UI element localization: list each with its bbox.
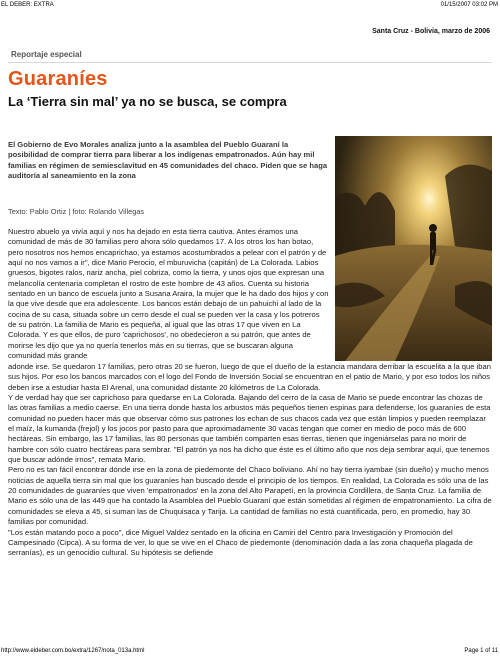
dateline: Santa Cruz - Bolivia, marzo de 2006 xyxy=(372,28,490,35)
print-footer-page: Page 1 of 11 xyxy=(464,648,498,654)
article-headline: La ‘Tierra sin mal’ ya no se busca, se compra xyxy=(8,94,287,109)
article-paragraph: "Los están matando poco a poco", dice Miguel Valdez sentado en la oficina en Camiri del Centro para Investigación y Promoción del Campesinado (Cipca). A su forma de ver, lo que se vive en el Chaco de piedemonte (denominación dada a las zona chaqueña plagada de serranías), es un genocidio cultural. Su hipótesis se defiende xyxy=(8,527,473,558)
print-footer xyxy=(0,646,500,656)
divider xyxy=(8,62,492,63)
article-paragraph: adonde irse. Se quedaron 17 familias, pero otras 20 se fueron, luego de que el dueño de la estancia mandara derribar la escuelita a la que iban sus hijos. Por eso los bancos marcados con el logo del Fondo de Inversión Social se encuentran en el patio de Mario, y por eso todos los niños deben irse a estudiar hasta El Arenal, una comunidad distante 20 kilómetros de La Colorada. xyxy=(8,362,491,392)
article-body-intro: Nuestro abuelo ya vivía aquí y nos ha dejado en esta tierra cautiva. Antes éramos una comunidad de más de 30 familias pero ahora sólo quedamos 17. A los otros los han botao, pero nosotros nos hemos encaprichao, ya estamos acostumbrados a pelear con el patrón y de aquí no nos vamos a ir", dice Mario Perocio, el mburuvicha (capitán) de La Colorada. Labios gruesos, bigotes ralos, nariz ancha, piel cobriza, como la tierra, y unos ojos que expresan una melancolía centenaria completan el rostro de este hombre de 43 años. Cuenta su historia sentado en un banco de escuela junto a Susana Araira, la mujer que le ha dado dos hijos y con la que vive desde que era adolescente. Los bancos están debajo de un pahuichi al lado de la cocina de su casa, situada sobre un cerro desde el cual se pueden ver la casa y los potreros de su patrón. La familia de Mario es pequeña, al igual que las otras 17 que viven en La Colorada. Y es que ellos, de puro 'caprichosos', no obedecieron a su patrón, que antes de morirse les dijo que ya no quería tenerlos más en su tierras, que se buscaran alguna comunidad más grande xyxy=(8,227,329,361)
article-credit: Texto: Pablo Ortiz | foto: Rolando Villegas xyxy=(8,207,145,216)
print-footer-url: http://www.eldeber.com.bo/extra/1267/nota_013a.html xyxy=(1,648,145,654)
article-paragraph: Y de verdad hay que ser caprichoso para quedarse en La Colorada. Bajando del cerro de la casa de Mario se puede encontrar las chozas de las otras familias a medio caerse. En una tierra donde hasta los arbustos más pequeños tienen espinas para defenderse, los guaraníes de esta comunidad no pueden hacer más que observar cómo sus patrones los echan de sus chacos cada vez que están limpios y pueden reemplazar el maíz, la kumanda (frejol) y los jocos por pasto para que aproximadamente 30 vacas tengan que comer en medio de poco más de 600 hectáreas. Sin embargo, las 17 familias, las 80 personas que también comparten esas tierras, tienen que ingeniárselas para no morir de hambre con sólo cuatro hectáreas para sembrar. "El patrón ya nos ha dicho que éste es el último año que nos deja sembrar aquí, que tenemos que buscar adónde irnos", remata Mario. xyxy=(8,393,491,465)
section-label: Reportaje especial xyxy=(11,50,82,59)
print-header xyxy=(0,0,500,10)
article-lead: El Gobierno de Evo Morales analiza junto a la asamblea del Pueblo Guaraní la posibilidad de comprar tierra para liberar a los indígenas empatronados. Aún hay mil familias en régimen de semiesclavitud en 45 comunidades del chaco. Piden que se haga auditoría al saneamiento en la zona xyxy=(8,140,328,180)
article-body xyxy=(8,362,493,559)
print-header-timestamp: 01/15/2007 03:02 PM xyxy=(440,2,498,8)
article-photo xyxy=(335,136,492,361)
article-kicker: Guaraníes xyxy=(8,68,108,90)
article-paragraph: Pero no es tan fácil encontrar dónde irse en la zona de piedemonte del Chaco boliviano. Ahí no hay tierra iyambae (sin dueño) y mucho menos noticias de aquella tierra sin mal que los guaraníes han buscado desde el principio de los tiempos. En realidad, La Colorada es sólo una de las 20 comunidades de guaraníes que viven 'empatronados' en la zona del Alto Parapetí, en la provincia Cordillera, de Santa Cruz. La familia de Mario es sólo una de las 449 que ha contado la Asamblea del Pueblo Guaraní que están sometidas al régimen de empatronamiento. La cifra de comunidades se eleva a 45, si suman las de Chuquisaca y Tarija. La cantidad de familias no está cuantificada, pero, en promedio, hay 30 familias por comunidad. xyxy=(8,465,492,527)
print-header-title: EL DEBER: EXTRA xyxy=(1,2,54,8)
